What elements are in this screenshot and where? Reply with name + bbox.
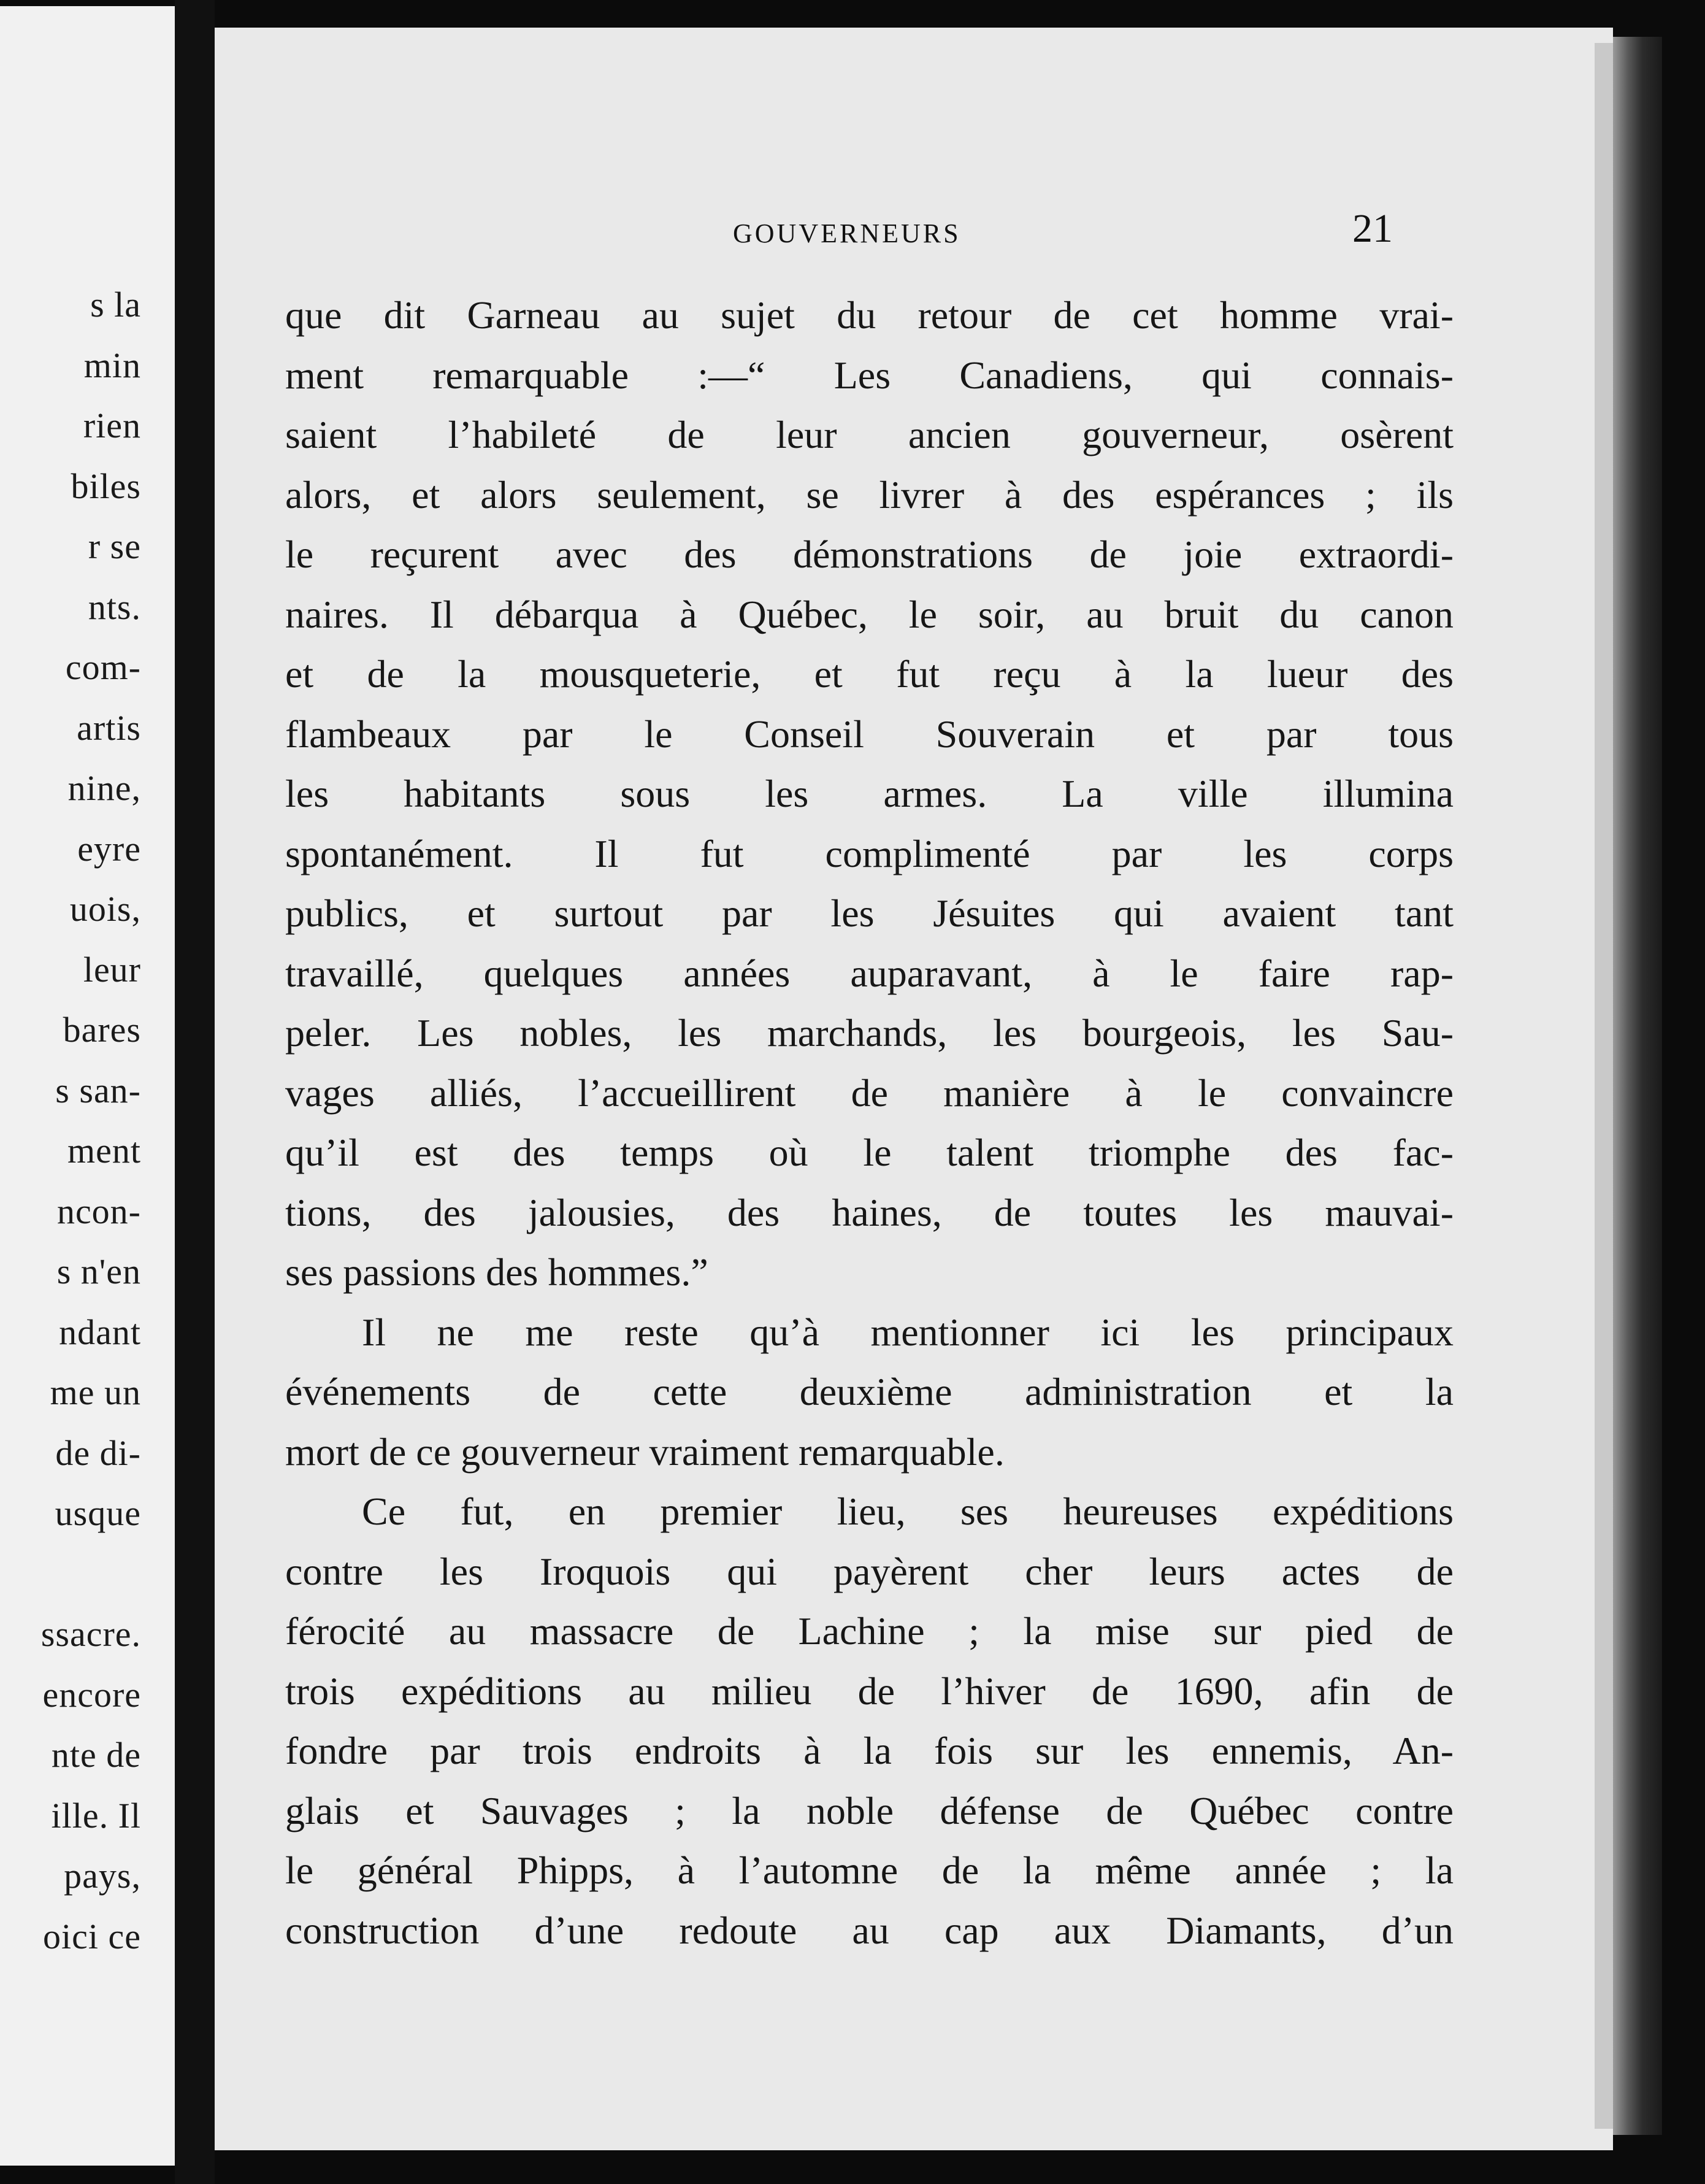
text-line: publics, et surtout par les Jésuites qui avaient tant: [285, 891, 1454, 935]
left-line: min: [83, 345, 141, 385]
left-line: eyre: [77, 828, 141, 869]
text-line: saient l’habileté de leur ancien gouverneur, osèrent: [285, 413, 1454, 456]
text-line: fondre par trois endroits à la fois sur les ennemis, An-: [285, 1729, 1454, 1772]
left-line: ncon-: [56, 1191, 141, 1231]
left-line: r se: [88, 526, 141, 566]
text-line: qu’il est des temps où le talent triomphe des fac-: [285, 1131, 1454, 1174]
left-line: ndant: [59, 1312, 141, 1352]
text-line: naires. Il débarqua à Québec, le soir, au bruit du canon: [285, 592, 1454, 636]
left-line: nte de: [51, 1735, 141, 1775]
text-line: vages alliés, l’accueillirent de manière à le convaincre: [285, 1071, 1454, 1115]
left-line: com-: [65, 647, 141, 687]
left-line: bares: [63, 1010, 141, 1050]
text-line: Il ne me reste qu’à mentionner ici les principaux: [362, 1310, 1454, 1354]
text-line: travaillé, quelques années auparavant, à le faire rap-: [285, 951, 1454, 995]
left-line: rien: [83, 406, 141, 445]
left-line: encore: [42, 1674, 141, 1715]
left-line: me un: [50, 1372, 141, 1412]
text-line: le général Phipps, à l’automne de la même année ; la: [285, 1848, 1454, 1892]
left-page: [0, 6, 175, 2166]
left-line: s san-: [55, 1070, 141, 1110]
text-line: glais et Sauvages ; la noble défense de Québec contre: [285, 1788, 1454, 1832]
running-head: GOUVERNEURS: [733, 218, 961, 248]
left-line: biles: [71, 466, 141, 506]
left-line: ssacre.: [40, 1614, 141, 1654]
text-line: trois expéditions au milieu de l’hiver de 1690, afin de: [285, 1669, 1454, 1713]
left-line: nts.: [88, 586, 141, 627]
text-line: spontanément. Il fut complimenté par les corps: [285, 831, 1454, 875]
text-line: contre les Iroquois qui payèrent cher leurs actes de: [285, 1549, 1454, 1593]
book-gutter: [175, 0, 215, 2184]
left-line: leur: [83, 949, 141, 990]
left-line: oici ce: [43, 1916, 141, 1956]
text-line: ses passions des hommes.”: [285, 1250, 708, 1294]
text-line: férocité au massacre de Lachine ; la mise sur pied de: [285, 1609, 1454, 1653]
page-header: [215, 193, 1613, 255]
text-line: que dit Garneau au sujet du retour de cet homme vrai-: [285, 293, 1454, 337]
text-line: peler. Les nobles, les marchands, les bourgeois, les Sau-: [285, 1011, 1454, 1055]
left-line: ment: [67, 1131, 141, 1171]
book-cover-edge: [1613, 37, 1662, 2135]
left-line: s n'en: [56, 1252, 141, 1291]
text-line: construction d’une redoute au cap aux Diamants, d’un: [285, 1908, 1454, 1952]
text-line: événements de cette deuxième administration et la: [285, 1370, 1454, 1413]
page-body: [285, 285, 1454, 1960]
text-line: les habitants sous les armes. La ville illumina: [285, 772, 1454, 815]
left-line: pays,: [64, 1856, 141, 1896]
text-line: Ce fut, en premier lieu, ses heureuses expéditions: [362, 1490, 1454, 1533]
left-line: de di-: [55, 1432, 141, 1473]
left-line: nine,: [67, 768, 141, 808]
text-line: et de la mousqueterie, et fut reçu à la lueur des: [285, 652, 1454, 696]
text-line: flambeaux par le Conseil Souverain et par tous: [285, 712, 1454, 756]
left-line: uois,: [69, 889, 141, 929]
page-stack-edge: [1595, 43, 1613, 2129]
right-page: [215, 28, 1613, 2150]
text-line: alors, et alors seulement, se livrer à des espérances ; ils: [285, 472, 1454, 517]
left-page-text: [0, 275, 141, 1967]
text-line: ment remarquable :—“ Les Canadiens, qui connais-: [285, 353, 1454, 397]
left-line: s la: [90, 285, 141, 325]
left-line: ille. Il: [51, 1795, 141, 1836]
text-line: tions, des jalousies, des haines, de toutes les mauvai-: [285, 1190, 1454, 1234]
page-number: 21: [1352, 206, 1393, 251]
left-line: artis: [77, 707, 141, 748]
left-line: [0, 1544, 141, 1605]
text-line: le reçurent avec des démonstrations de joie extraordi-: [285, 533, 1454, 576]
text-line: mort de ce gouverneur vraiment remarquable.: [285, 1429, 1005, 1474]
left-line: usque: [55, 1493, 141, 1533]
